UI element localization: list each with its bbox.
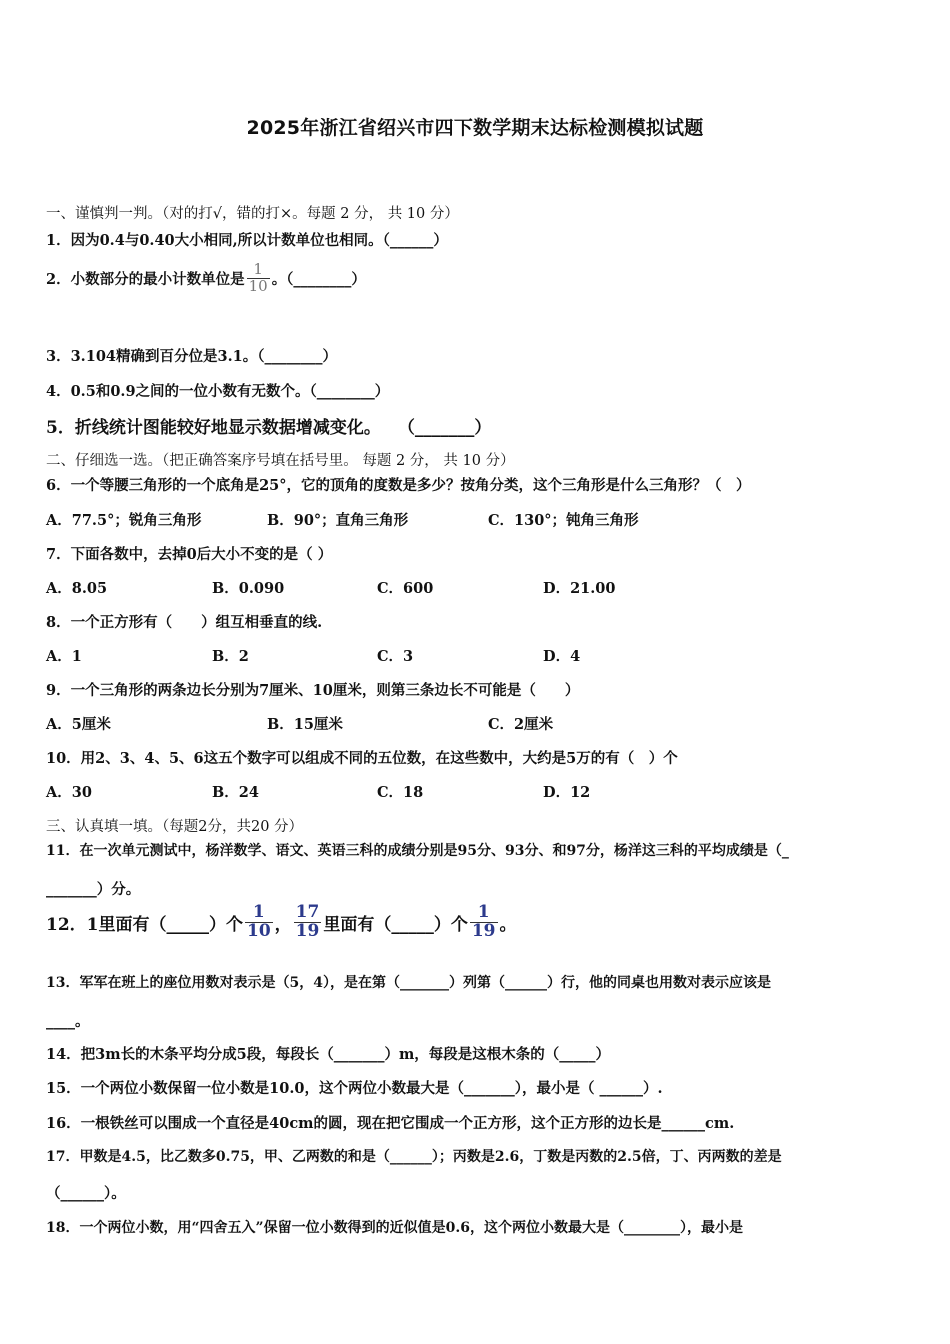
question-1: 1．因为0.4与0.40大小相同,所以计数单位也相同。（______）	[46, 232, 448, 249]
question-2-text: 2．小数部分的最小计数单位是	[46, 270, 245, 288]
question-12-middle-text: 里面有（_____）个	[323, 914, 468, 935]
question-9: 9．一个三角形的两条边长分别为7厘米、10厘米，则第三条边长不可能是（ ）	[46, 682, 580, 699]
page-title: 2025年浙江省绍兴市四下数学期末达标检测模拟试题	[246, 117, 704, 139]
question-3: 3．3.104精确到百分位是3.1。（________）	[46, 348, 337, 365]
fraction-one-tenth	[247, 262, 270, 295]
question-4: 4．0.5和0.9之间的一位小数有无数个。（________）	[46, 383, 390, 400]
question-12-text: 12．1里面有（_____）个	[46, 914, 243, 935]
fraction-seventeen-nineteenths	[294, 904, 322, 941]
question-5: 5．折线统计图能较好地显示数据增减变化。 （_______）	[46, 418, 492, 438]
q9-option-a: A．5厘米	[46, 716, 111, 733]
question-13-line-2: ____。	[46, 1013, 90, 1030]
fraction-numerator: 1	[252, 902, 265, 922]
question-15: 15．一个两位小数保留一位小数是10.0，这个两位小数最大是（_______），最小是（ ______）.	[46, 1080, 663, 1097]
q10-option-d: D．12	[543, 784, 591, 801]
question-17-line-2: （______）。	[46, 1185, 126, 1202]
section-2-heading: 二、仔细选一选。（把正确答案序号填在括号里。 每题 2 分， 共 10 分）	[46, 453, 515, 469]
q8-option-d: D．4	[543, 648, 581, 665]
fraction-numerator: 17	[295, 902, 320, 922]
section-1-heading: 一、谨慎判一判。（对的打√，错的打×。每题 2 分， 共 10 分）	[46, 206, 459, 222]
question-13-line-1: 13．军军在班上的座位用数对表示是（5，4），是在第（_______）列第（______）行，他的同桌也用数对表示应该是	[46, 975, 771, 991]
question-11-line-1: 11．在一次单元测试中，杨洋数学、语文、英语三科的成绩分别是95分、93分、和97分，杨洋这三科的平均成绩是（_	[46, 843, 789, 859]
section-3-heading: 三、认真填一填。（每题2分，共20 分）	[46, 819, 304, 835]
q10-option-c: C．18	[377, 784, 424, 801]
fraction-one-nineteenth	[470, 904, 498, 941]
q6-option-b: B．90°；直角三角形	[267, 512, 409, 529]
fraction-denominator: 19	[471, 920, 496, 941]
question-7: 7．下面各数中，去掉0后大小不变的是（ ）	[46, 546, 333, 563]
q6-option-c: C．130°；钝角三角形	[488, 512, 639, 529]
question-12-comma: ，	[274, 914, 292, 935]
fraction-one-tenth	[245, 904, 273, 941]
q7-option-c: C．600	[377, 580, 434, 597]
fraction-numerator: 1	[477, 902, 490, 922]
question-2	[46, 262, 366, 295]
question-17-line-1: 17．甲数是4.5，比乙数多0.75，甲、乙两数的和是（______）；丙数是2.6，丁数是丙数的2.5倍，丁、丙两数的差是	[46, 1149, 782, 1165]
q6-option-a: A．77.5°；锐角三角形	[46, 512, 202, 529]
q8-option-a: A．1	[46, 648, 82, 665]
q8-option-c: C．3	[377, 648, 414, 665]
question-14: 14．把3m长的木条平均分成5段，每段长（_______）m，每段是这根木条的（_____）	[46, 1046, 611, 1063]
q7-option-d: D．21.00	[543, 580, 616, 597]
question-8: 8．一个正方形有（ ）组互相垂直的线.	[46, 614, 323, 631]
fraction-denominator: 10	[247, 920, 271, 941]
fraction-numerator: 1	[253, 260, 263, 278]
q7-option-a: A．8.05	[46, 580, 108, 597]
fraction-denominator: 19	[295, 920, 320, 941]
question-18: 18．一个两位小数，用“四舍五入”保留一位小数得到的近似值是0.6，这个两位小数最大是（________），最小是	[46, 1220, 743, 1236]
question-16: 16．一根铁丝可以围成一个直径是40cm的圆，现在把它围成一个正方形，这个正方形的边长是______cm.	[46, 1115, 735, 1132]
fraction-denominator: 10	[248, 276, 268, 295]
q9-option-b: B．15厘米	[267, 716, 343, 733]
q10-option-a: A．30	[46, 784, 92, 801]
question-10: 10．用2、3、4、5、6这五个数字可以组成不同的五位数，在这些数中，大约是5万的有（ ）个	[46, 750, 678, 767]
q10-option-b: B．24	[212, 784, 259, 801]
question-12	[46, 904, 517, 941]
question-11-line-2: _______）分。	[46, 881, 141, 898]
question-2-blank: 。（________）	[271, 270, 366, 288]
question-12-end: 。	[499, 914, 517, 935]
q9-option-c: C．2厘米	[488, 716, 554, 733]
q8-option-b: B．2	[212, 648, 249, 665]
q7-option-b: B．0.090	[212, 580, 285, 597]
question-6: 6．一个等腰三角形的一个底角是25°，它的顶角的度数是多少？按角分类，这个三角形是什么三角形？（ ）	[46, 477, 751, 494]
